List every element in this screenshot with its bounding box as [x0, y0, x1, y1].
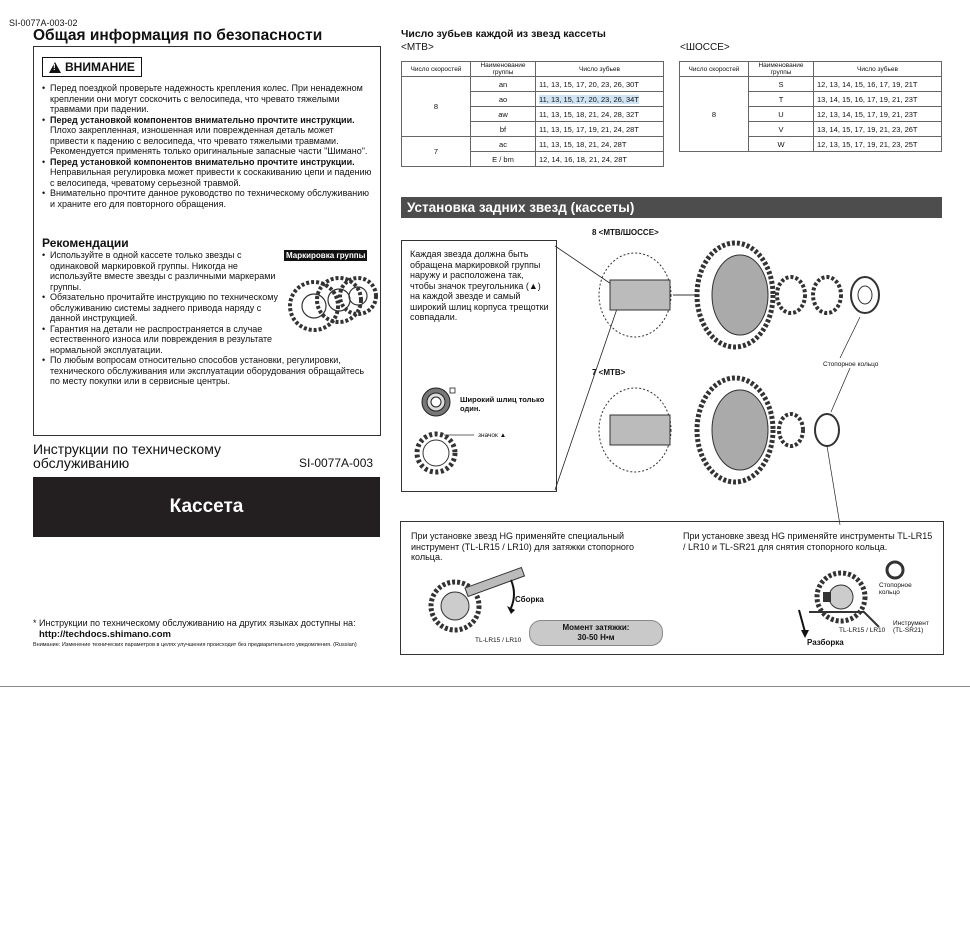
hg-install-note: При установке звезд HG применяйте специальный инструмент (TL-LR15 / LR10) для затяжки стопорного кольца. — [411, 531, 635, 562]
table-row: V 13, 14, 15, 17, 19, 21, 23, 26T — [680, 122, 942, 137]
maintenance-label: Инструкции по техническому обслуживанию — [33, 441, 221, 471]
eight-speed-label: 8 <MTB/ШОССЕ> — [592, 228, 659, 237]
product-banner: Кассета — [33, 477, 380, 537]
teeth-title: Число зубьев каждой из звезд кассеты — [401, 28, 606, 40]
torque-title: Момент затяжки: — [562, 623, 630, 632]
safety-box — [33, 46, 381, 436]
tools-box — [400, 521, 944, 655]
warning-item: • Внимательно прочтите данное руководство по техническому обслуживанию и храните его для повторного обращения. — [42, 188, 372, 209]
cassette-exploded-diagram — [555, 240, 895, 470]
mark-label: значок ▲ — [478, 432, 507, 439]
lockring-label: Стопорное кольцо — [823, 361, 879, 368]
recommendation-item: • По любым вопросам относительно способов установки, регулировки, технического обслуживания или эксплуатации оборудования обращайтесь по месту покупки или в сервисные центры. — [42, 355, 372, 387]
recommendation-item: • Обязательно прочитайте инструкцию по техническому обслуживанию системы заднего привода наряду с данной инструкцией. — [42, 292, 280, 324]
hub-7 — [599, 388, 671, 472]
table-row: 8 an 11, 13, 15, 17, 20, 23, 26, 30T — [402, 77, 664, 92]
tool-label-2: TL-LR15 / LR10 — [839, 627, 886, 634]
mtb-teeth-table — [401, 61, 664, 167]
doc-id: SI-0077A-003-02 — [9, 18, 78, 28]
warning-header — [42, 57, 142, 77]
hg-remove-note: При установке звезд HG применяйте инструменты TL-LR15 / LR10 и TL-SR21 для снятия стопорного кольца. — [683, 531, 933, 552]
table-header-row: Число скоростей Наименование группы Число зубьев — [680, 62, 942, 77]
disassembly-label: Разборка — [807, 638, 844, 647]
maintenance-code: SI-0077A-003 — [299, 456, 374, 470]
warning-item: • Перед установкой компонентов внимательно прочтите инструкции. Плохо закрепленная, изношенная или поврежденная деталь может привести к падению с велосипеда, что чревато тяжелыми травмами. Рекомендуется применять только оригинальные запасные части "Шимано". — [42, 115, 372, 157]
table-row: E / bm 12, 14, 16, 18, 21, 24, 28T — [402, 152, 664, 167]
tool-label-1: TL-LR15 / LR10 — [475, 637, 522, 644]
notice-text: Внимание: Изменение технических параметров в целях улучшения происходит без предварительного уведомления. (Russian) — [33, 642, 357, 648]
mtb-label: <MTB> — [401, 42, 434, 53]
table-row: U 12, 13, 14, 15, 17, 19, 21, 23T — [680, 107, 942, 122]
highlighted-cell[interactable]: 11, 13, 15, 17, 20, 23, 26, 34T — [539, 94, 639, 104]
alignment-note: Каждая звезда должна быть обращена маркировкой группы наружу и расположена так, чтобы значок треугольника (▲) на каждой звезде и самый широкий шлиц корпуса трещотки совпадали. — [410, 249, 549, 322]
torque-badge — [529, 620, 663, 646]
group-marking-label: Маркировка группы — [286, 251, 366, 260]
table-header-row: Число скоростей Наименование группы Число зубьев — [402, 62, 664, 77]
recommendation-item: • Гарантия на детали не распространяется в случае естественного износа или повреждения в результате нормальной эксплуатации. — [42, 324, 280, 356]
languages-footnote: * Инструкции по техническому обслуживанию на других языках доступны на: — [33, 618, 356, 628]
cassette-8 — [697, 243, 879, 347]
install-section-title: Установка задних звезд (кассеты) — [401, 197, 942, 218]
warning-item: • Перед установкой компонентов внимательно прочтите инструкции. Неправильная регулировка может привести к соскакиванию цепи и падению с велосипеда, чреватому серьезной травмой. — [42, 157, 372, 189]
recommendation-item: • Используйте в одной кассете только звезды с одинаковой маркировкой группы. Никогда не используйте вместе звезды с различными маркерами группы. — [42, 250, 280, 292]
table-row: ao 11, 13, 15, 17, 20, 23, 26, 34T — [402, 92, 664, 107]
table-row: bf 11, 13, 15, 17, 19, 21, 24, 28T — [402, 122, 664, 137]
techdocs-link[interactable]: http://techdocs.shimano.com — [39, 629, 171, 640]
table-row: 7 ac 11, 13, 15, 18, 21, 24, 28T — [402, 137, 664, 152]
group-marking-figure — [284, 250, 372, 342]
wide-spline-label: Широкий шлиц только один. — [460, 395, 545, 413]
sprocket-stack-icon — [284, 250, 372, 342]
table-row: W 12, 13, 15, 17, 19, 21, 23, 25T — [680, 137, 942, 152]
tool-label-3: Инструмент (TL-SR21) — [893, 620, 929, 634]
freehub-spline-icon — [420, 386, 460, 426]
alignment-note-box — [401, 240, 557, 492]
road-label: <ШОССЕ> — [680, 42, 730, 53]
seven-speed-label: 7 <MTB> — [592, 368, 626, 377]
cassette-7 — [697, 378, 839, 482]
warning-item: • Перед поездкой проверьте надежность крепления колес. При ненадежном креплении они могут соскочить с велосипеда, что чревато тяжелыми травмами при падении. — [42, 83, 372, 115]
lockring-small-label: Стопорное кольцо — [879, 582, 912, 596]
road-teeth-table — [679, 61, 942, 152]
sprocket-mark-icon — [414, 431, 464, 481]
recommendations-title: Рекомендации — [42, 236, 129, 250]
assembly-label: Сборка — [515, 595, 544, 604]
safety-title: Общая информация по безопасности — [33, 27, 323, 44]
warning-icon — [49, 62, 61, 73]
install-tool-diagram — [425, 568, 525, 638]
torque-value: 30-50 Н•м — [577, 633, 615, 642]
hub-8 — [599, 253, 695, 337]
warning-label: ВНИМАНИЕ — [65, 60, 135, 74]
table-row: T 13, 14, 15, 16, 17, 19, 21, 23T — [680, 92, 942, 107]
warning-list — [42, 83, 372, 209]
table-row: 8 S 12, 13, 14, 15, 16, 17, 19, 21T — [680, 77, 942, 92]
table-row: aw 11, 13, 15, 18, 21, 24, 28, 32T — [402, 107, 664, 122]
